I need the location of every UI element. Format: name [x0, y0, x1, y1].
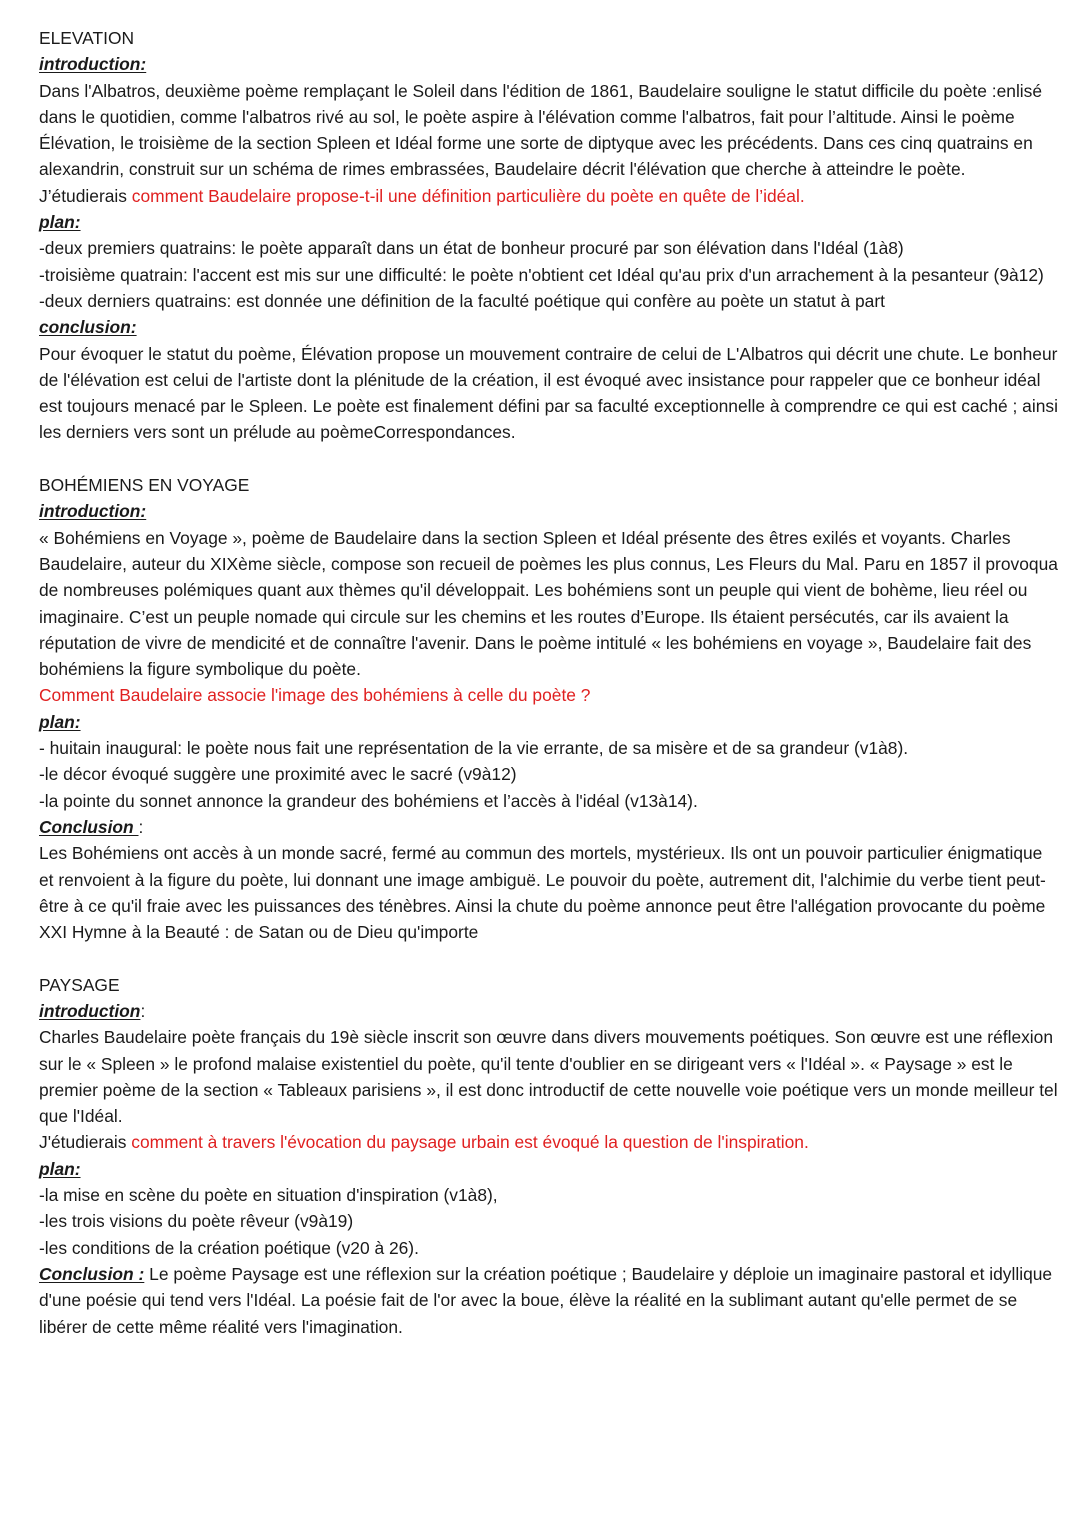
section-title: BOHÉMIENS EN VOYAGE [39, 475, 250, 496]
section-bohemiens [39, 472, 1059, 945]
introduction-text: Dans l'Albatros, deuxième poème remplaçant le Soleil dans l'édition de 1861, Baudelaire souligne le statut difficile du poète :enlisé dans le quotidien, comme l'albatros rivé au sol, le poète aspire à l'élévation comme l'albatros, fait pour l’altitude. Ainsi le poème Élévation, le troisième de la section Spleen et Idéal forme une sorte de diptyque avec les précédents. Dans ces cinq quatrains en alexandrin, construit sur un schéma de rimes embrassées, Baudelaire décrit l'élévation que cherche à atteindre le poète. [39, 80, 1043, 180]
plan-item: -deux premiers quatrains: le poète apparaît dans un état de bonheur procuré par son élévation dans l'Idéal (1à8) [39, 238, 904, 259]
section-spacer [39, 446, 1059, 472]
conclusion-paragraph [39, 1261, 1059, 1340]
conclusion-label: conclusion: [39, 317, 137, 338]
plan-label: plan: [39, 1158, 81, 1179]
plan-item: -la mise en scène du poète en situation d'inspiration (v1à8), [39, 1185, 498, 1206]
conclusion-text: Les Bohémiens ont accès à un monde sacré, fermé au commun des mortels, mystérieux. Ils ont un pouvoir particulier énigmatique et renvoient à la figure du poète, lui donnant une image ambiguë. Le pouvoir du poète, autrement dit, l'alchimie du verbe tient peut-être à ce qu'il fraie avec les puissances des ténèbres. Ainsi la chute du poème annonce peut être l'allégation provocante du poème XXI Hymne à la Beauté : de Satan ou de Dieu qu'importe [39, 843, 1046, 943]
conclusion-text: Le poème Paysage est une réflexion sur la création poétique ; Baudelaire y déploie un imaginaire pastoral et idyllique d'une poésie qui tend vers l'Idéal. La poésie fait de l'or avec la boue, élève la réalité en la sublimant autant qu'elle permet de se libérer de cette même réalité vers l'imagination. [39, 1263, 1053, 1337]
conclusion-text: Pour évoquer le statut du poème, Élévation propose un mouvement contraire de celui de L'Albatros qui décrit une chute. Le bonheur de l'élévation est celui de l'artiste dont la plénitude de la création, il est évoqué avec insistance pour rappeler que ce bonheur idéal est toujours menacé par le Spleen. Le poète est finalement défini par sa faculté exceptionnelle à comprendre ce qui est caché ; ainsi les derniers vers sont un prélude au poèmeCorrespondances. [39, 343, 1058, 443]
conclusion-label: Conclusion : [39, 1263, 145, 1284]
plan-item: -les conditions de la création poétique (v20 à 26). [39, 1237, 419, 1258]
plan-label: plan: [39, 212, 81, 233]
plan-item: -la pointe du sonnet annonce la grandeur des bohémiens et l’accès à l'idéal (v13à14). [39, 790, 698, 811]
plan-label: plan: [39, 711, 81, 732]
plan-item: -deux derniers quatrains: est donnée une définition de la faculté poétique qui confère au poète un statut à part [39, 290, 885, 311]
problematic-prefix: J'étudierais [39, 1132, 132, 1153]
introduction-label: introduction [39, 1000, 141, 1021]
document-page [39, 25, 1059, 1340]
conclusion-colon: : [138, 816, 144, 837]
section-title: ELEVATION [39, 28, 135, 48]
problematic-line [39, 183, 1059, 209]
plan-item: -les trois visions du poète rêveur (v9à19) [39, 1211, 354, 1232]
problematic-text: Comment Baudelaire associe l'image des bohémiens à celle du poète ? [39, 685, 591, 706]
introduction-colon: : [140, 1000, 146, 1021]
plan-item: -le décor évoqué suggère une proximité avec le sacré (v9à12) [39, 764, 517, 785]
introduction-label: introduction: [39, 501, 147, 522]
problematic-text: comment Baudelaire propose-t-il une définition particulière du poète en quête de l’idéal. [131, 185, 805, 206]
problematic-line [39, 682, 1059, 708]
introduction-text: Charles Baudelaire poète français du 19è siècle inscrit son œuvre dans divers mouvements poétiques. Son œuvre est une réflexion sur le « Spleen » le profond malaise existentiel du poète, qu'il tente d'oublier en se dirigeant vers « l'Idéal ». « Paysage » est le premier poème de la section « Tableaux parisiens », il est donc introductif de cette nouvelle voie poétique vers un monde meilleur tel que l'Idéal. [39, 1027, 1058, 1127]
introduction-label: introduction: [39, 54, 147, 75]
section-paysage [39, 972, 1059, 1340]
problematic-line [39, 1129, 1059, 1155]
section-elevation [39, 25, 1059, 446]
plan-item: -troisième quatrain: l'accent est mis sur une difficulté: le poète n'obtient cet Idéal qu'au prix d'un arrachement à la pesanteur (9à12) [39, 264, 1044, 285]
section-spacer [39, 945, 1059, 971]
introduction-text: « Bohémiens en Voyage », poème de Baudelaire dans la section Spleen et Idéal présente des êtres exilés et voyants. Charles Baudelaire, auteur du XIXème siècle, compose son recueil de poèmes les plus connus, Les Fleurs du Mal. Paru en 1857 il provoqua de nombreuses polémiques quant aux thèmes qu'il développait. Les bohémiens sont un peuple qui vient de bohème, lieu réel ou imaginaire. C’est un peuple nomade qui circule sur les chemins et les routes d’Europe. Ils étaient persécutés, car ils avaient la réputation de vivre de mendicité et de connaître l'avenir. Dans le poème intitulé « les bohémiens en voyage », Baudelaire fait des bohémiens la figure symbolique du poète. [39, 527, 1058, 680]
section-title: PAYSAGE [39, 974, 120, 995]
plan-item: - huitain inaugural: le poète nous fait une représentation de la vie errante, de sa misère et de sa grandeur (v1à8). [39, 738, 909, 759]
problematic-text: comment à travers l'évocation du paysage urbain est évoqué la question de l'inspiration. [131, 1132, 809, 1153]
problematic-prefix: J’étudierais [39, 185, 132, 206]
conclusion-label: Conclusion [39, 816, 139, 837]
